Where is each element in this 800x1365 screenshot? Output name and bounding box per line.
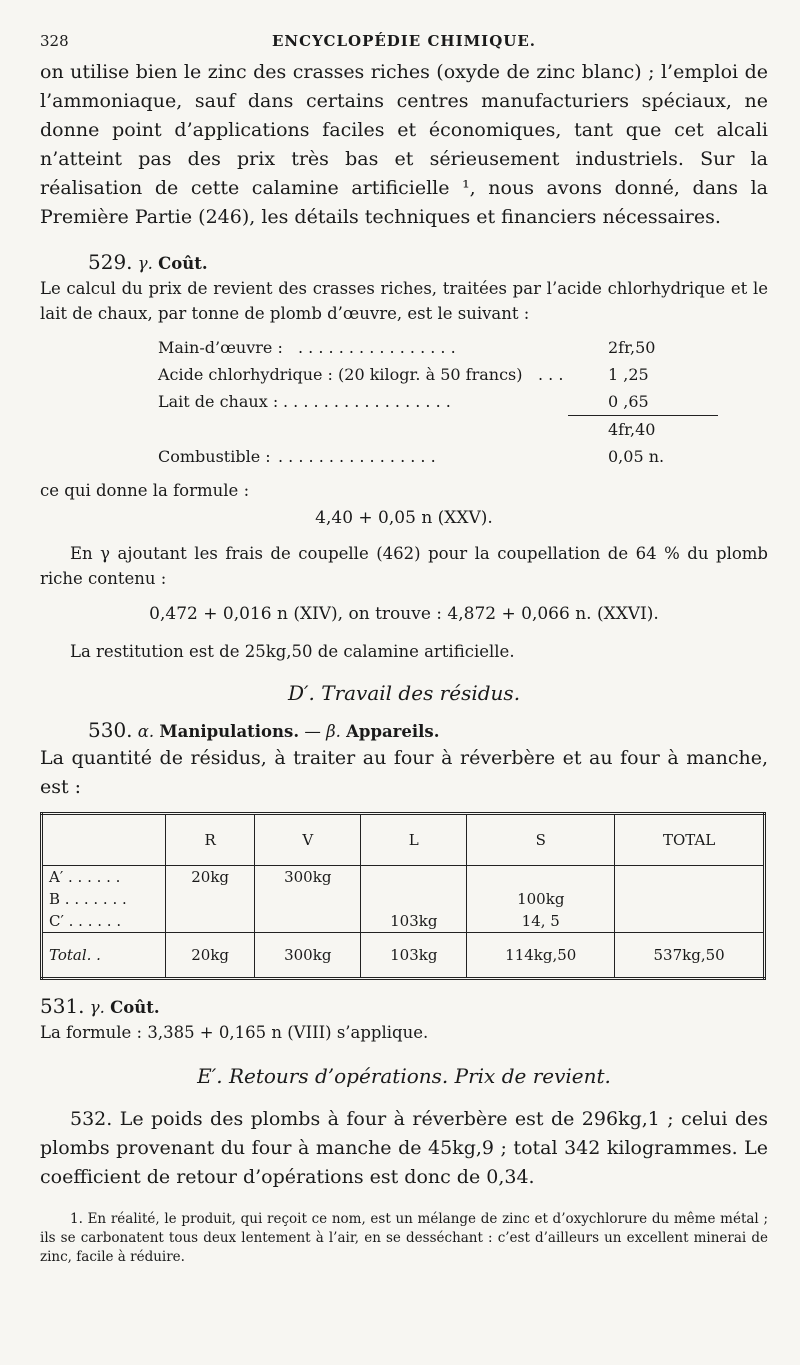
subtotal-row xyxy=(158,416,728,443)
table-cell xyxy=(615,910,765,933)
cost-value: 1 ,25 xyxy=(608,365,649,384)
section-number: 529. xyxy=(88,250,133,274)
section-530-text: La quantité de résidus, à traiter au four à réverbère et au four à manche, est : xyxy=(40,747,768,798)
table-header-row xyxy=(42,814,765,866)
formula-xxvi: 0,472 + 0,016 n (XIV), on trouve : 4,872 + 0,066 n. (XXVI). xyxy=(149,604,659,624)
table-header xyxy=(42,814,166,866)
table-row xyxy=(42,866,765,889)
cost-row xyxy=(158,388,728,415)
table-cell xyxy=(361,888,467,910)
table-cell: 103kg xyxy=(361,933,467,979)
leader-dots: . . . . . . . . . . . . . . . . xyxy=(298,338,456,357)
table-cell: B . . . . . . . xyxy=(42,888,166,910)
section-531-text: La formule : 3,385 + 0,165 n (VIII) s’applique. xyxy=(40,1023,429,1042)
formula-xxv: 4,40 + 0,05 n (XXV). xyxy=(315,508,493,528)
table-total-row xyxy=(42,933,765,979)
cost-value: 0,05 n. xyxy=(608,447,665,466)
running-title: ENCYCLOPÉDIE CHIMIQUE. xyxy=(271,32,537,50)
table-row xyxy=(42,910,765,933)
table-cell: 537kg,50 xyxy=(615,933,765,979)
cost-list xyxy=(158,334,728,470)
section-greek: β. xyxy=(326,722,341,741)
table-row xyxy=(42,888,765,910)
table-cell: 20kg xyxy=(166,933,255,979)
table-cell xyxy=(467,866,615,889)
table-header: V xyxy=(255,814,361,866)
table-cell xyxy=(615,888,765,910)
footnote: 1. En réalité, le produit, qui reçoit ce nom, est un mélange de zinc et d’oxychlorure du même métal ; ils se carbonatent tous deux lentement à l’air, en se desséchant : c’est d’ailleurs un excellent minerai de zinc, facile à réduire. xyxy=(40,1211,768,1265)
residue-table xyxy=(40,812,766,980)
cost-row xyxy=(158,443,728,470)
table-header: S xyxy=(467,814,615,866)
intro-paragraph: on utilise bien le zinc des crasses riches (oxyde de zinc blanc) ; l’emploi de l’ammoniaque, sauf dans certains centres manufacturiers spéciaux, ne donne point d’applications faciles et économiques, tant que cet alcali n’atteint pas des prix très bas et sérieusement industriels. Sur la réalisation de cette calamine artificielle ¹, nous avons donné, dans la Première Partie (246), les détails techniques et financiers nécessaires. xyxy=(40,61,768,228)
section-530-heading xyxy=(40,718,768,744)
section-title: Coût. xyxy=(110,998,160,1017)
section-title: Manipulations. xyxy=(159,722,300,741)
section-greek: α. xyxy=(137,722,155,741)
table-cell: 100kg xyxy=(467,888,615,910)
cost-label: Acide chlorhydrique : (20 kilogr. à 50 francs) xyxy=(158,365,523,384)
table-cell: Total. . xyxy=(42,933,166,979)
section-529-heading xyxy=(40,250,768,276)
table-cell xyxy=(166,910,255,933)
section-greek: γ. xyxy=(89,998,105,1017)
section-532-text: 532. Le poids des plombs à four à réverbère est de 296kg,1 ; celui des plombs provenant du four à manche de 45kg,9 ; total 342 kilogrammes. Le coefficient de retour d’opérations est donc de 0,34. xyxy=(40,1108,768,1188)
section-title: Coût. xyxy=(158,254,208,273)
subtitle-d: D′. Travail des résidus. xyxy=(287,681,521,705)
restitution-text: La restitution est de 25kg,50 de calamine artificielle. xyxy=(70,642,515,661)
leader-dots: . . . xyxy=(538,365,564,384)
page-header xyxy=(40,28,768,58)
table-cell: 114kg,50 xyxy=(467,933,615,979)
cost-row xyxy=(158,361,728,388)
table-cell: 20kg xyxy=(166,866,255,889)
table-cell: 300kg xyxy=(255,866,361,889)
section-number: 531. xyxy=(40,994,85,1018)
section-greek: γ. xyxy=(137,254,153,273)
table-cell: C′ . . . . . . xyxy=(42,910,166,933)
table-cell: 300kg xyxy=(255,933,361,979)
subtitle-e: E′. Retours d’opérations. Prix de revient. xyxy=(197,1064,611,1088)
table-cell: 14, 5 xyxy=(467,910,615,933)
table-cell xyxy=(615,866,765,889)
formula-intro: ce qui donne la formule : xyxy=(40,481,250,500)
table-cell: 103kg xyxy=(361,910,467,933)
cost-label: Combustible : xyxy=(158,447,271,466)
cost-label: Lait de chaux : xyxy=(158,392,279,411)
leader-dots: . . . . . . . . . . . . . . . . xyxy=(278,447,436,466)
table-cell: A′ . . . . . . xyxy=(42,866,166,889)
section-529-text: Le calcul du prix de revient des crasses riches, traitées par l’acide chlorhydrique et le lait de chaux, par tonne de plomb d’œuvre, est le suivant : xyxy=(40,279,768,323)
table-cell xyxy=(361,866,467,889)
dash: — xyxy=(304,722,321,741)
leader-dots: . . . . . . . . . . . . . . . . . xyxy=(283,392,451,411)
table-cell xyxy=(255,888,361,910)
section-number: 530. xyxy=(88,718,133,742)
cost-value: 0 ,65 xyxy=(608,392,649,411)
table-cell xyxy=(166,888,255,910)
table-cell xyxy=(255,910,361,933)
cost-label: Main-d’œuvre : xyxy=(158,338,283,357)
table-header: TOTAL xyxy=(615,814,765,866)
cost-value: 2fr,50 xyxy=(608,338,656,357)
page-number: 328 xyxy=(40,32,69,50)
section-title: Appareils. xyxy=(346,722,440,741)
table-header: R xyxy=(166,814,255,866)
cupel-text: En γ ajoutant les frais de coupelle (462) pour la coupellation de 64 % du plomb riche contenu : xyxy=(40,544,768,588)
section-531-heading xyxy=(40,994,768,1020)
table-header: L xyxy=(361,814,467,866)
cost-row xyxy=(158,334,728,361)
subtotal-value: 4fr,40 xyxy=(608,420,656,439)
